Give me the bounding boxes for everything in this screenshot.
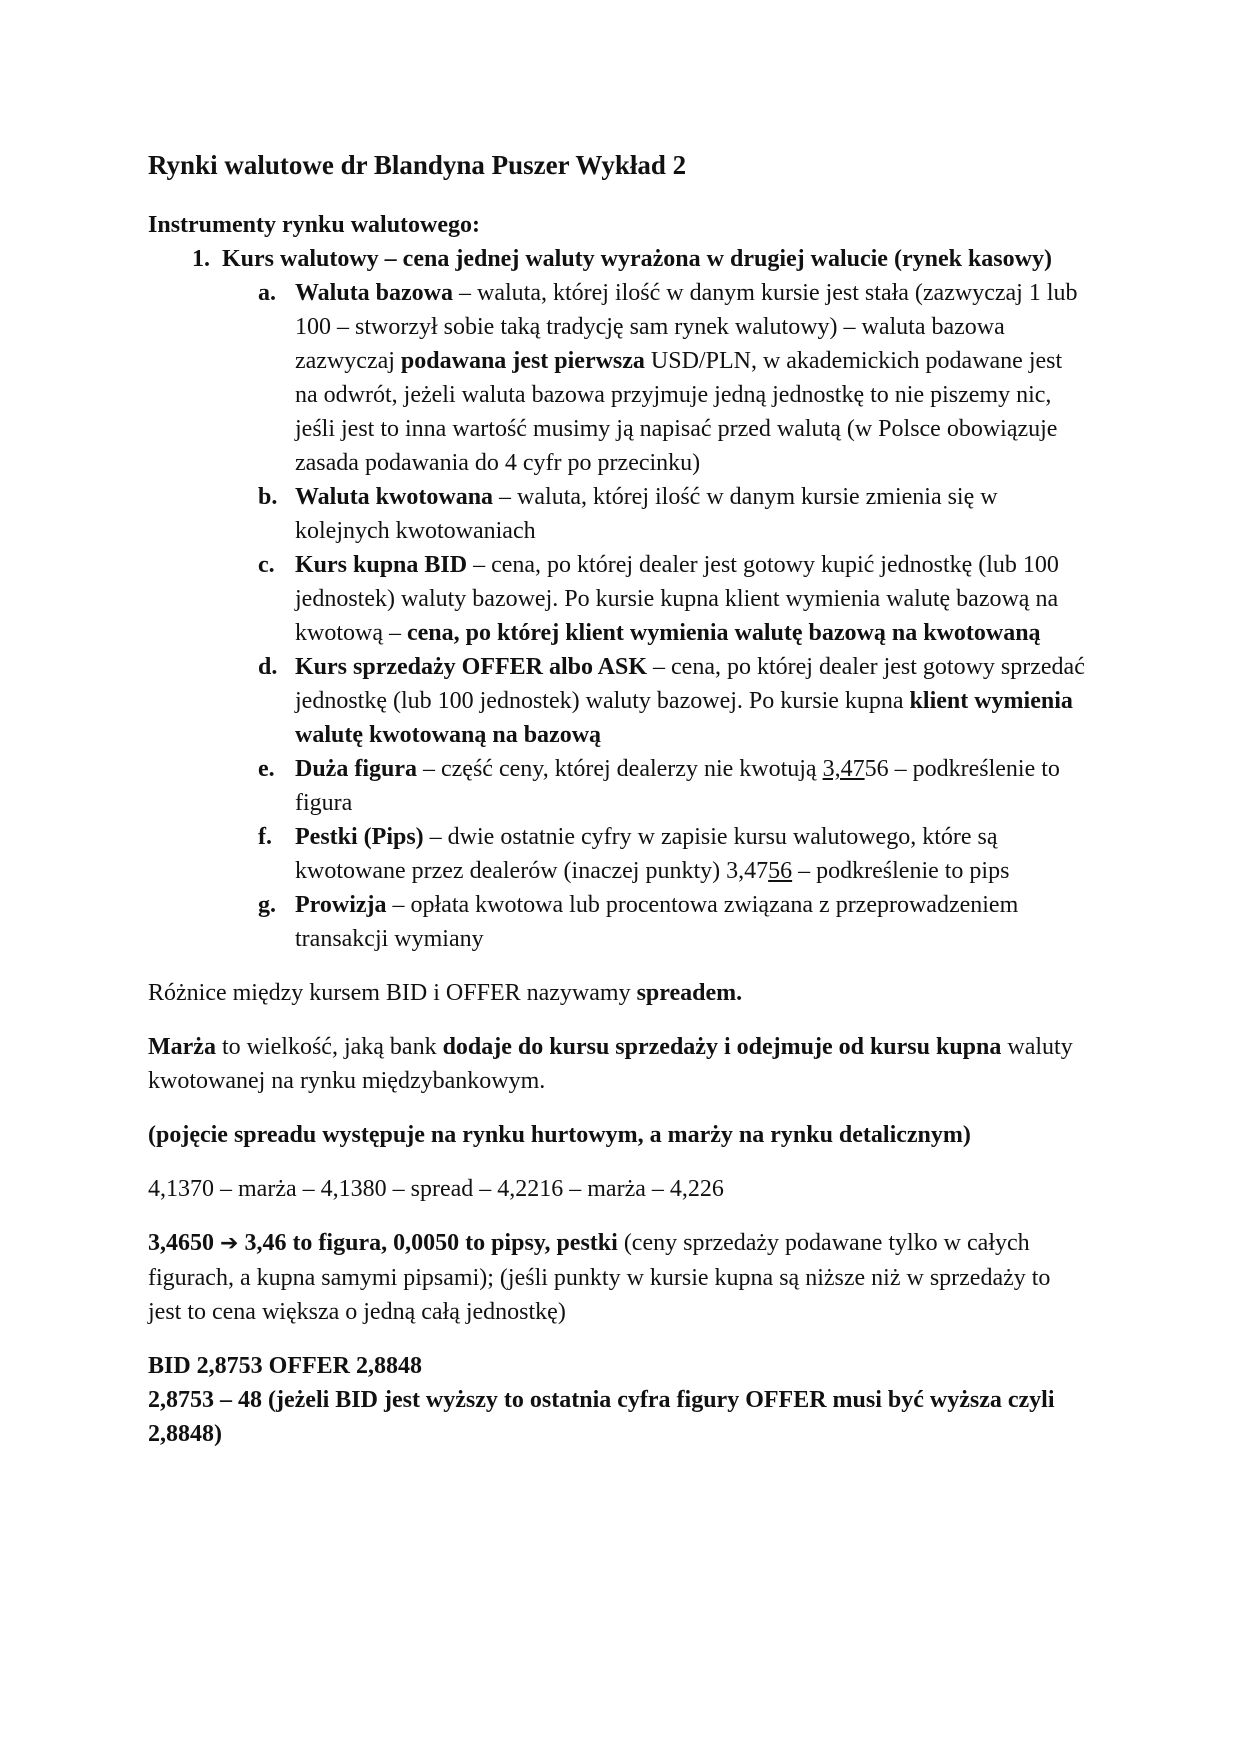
emphasis: klient wymienia walutę kwotowaną na bazową xyxy=(295,688,1073,748)
numbered-item-text: Kurs walutowy – cena jednej waluty wyrażona w drugiej walucie (rynek kasowy) xyxy=(222,246,1052,272)
arrow-right-icon: ➔ xyxy=(220,1231,239,1256)
underlined-pips: 56 xyxy=(768,858,793,884)
note-paragraph: (pojęcie spreadu występuje na rynku hurtowym, a marży na rynku detalicznym) xyxy=(148,1122,971,1148)
sub-item-f xyxy=(148,820,1088,888)
sequence-paragraph: 4,1370 – marża – 4,1380 – spread – 4,2216 – marża – 4,226 xyxy=(148,1176,724,1202)
definition-cont: USD/PLN, w akademickich podawane jest na odwrót, jeżeli waluta bazowa przyjmuje jedną jednostkę to nie piszemy nic, jeśli jest to inna wartość musimy ją napisać przed walutą (w Polsce obowiązuje zasada podawania do 4 cyfr po przecinku) xyxy=(295,348,1063,476)
sub-item-e xyxy=(148,752,1088,820)
definition-cont: – podkreślenie to pips xyxy=(792,858,1010,884)
list-marker: f. xyxy=(258,824,272,850)
emphasis: cena, po której klient wymienia walutę bazową na kwotowaną xyxy=(406,620,1041,646)
document-page xyxy=(148,148,1088,1451)
definition: – cena, po której dealer jest gotowy kupić jednostkę (lub 100 jednostek) waluty bazowej. Po kursie kupna klient wymienia walutę bazową na kwotową – xyxy=(295,552,1059,646)
list-marker: e. xyxy=(258,756,275,782)
sub-list xyxy=(148,276,1088,956)
emphasis-cont: 3,46 to figura, 0,0050 to pipsy, pestki xyxy=(238,1230,618,1256)
term: Prowizja xyxy=(295,892,387,918)
emphasis: dodaje do kursu sprzedaży i odejmuje od kursu kupna xyxy=(442,1034,1002,1060)
paragraph-text: (ceny sprzedaży podawane tylko w całych figurach, a kupna samymi pipsami); (jeśli punkty w kursie kupna są niższe niż w sprzedaży to jest to cena większa o jedną całą jednostkę) xyxy=(148,1230,1051,1325)
paragraph-text: Różnice między kursem BID i OFFER nazywamy xyxy=(148,980,637,1006)
definition: – cena, po której dealer jest gotowy sprzedać jednostkę (lub 100 jednostek) waluty bazowej. Po kursie kupna xyxy=(295,654,1085,714)
definition: – waluta, której ilość w danym kursie zmienia się w kolejnych kwotowaniach xyxy=(295,484,998,544)
term: Waluta bazowa xyxy=(295,280,454,306)
list-marker: 1. xyxy=(192,246,210,272)
definition: – dwie ostatnie cyfry w zapisie kursu walutowego, które są kwotowane przez dealerów (inaczej punkty) 3,47 xyxy=(295,824,998,884)
definition: – część ceny, której dealerzy nie kwotują xyxy=(417,756,823,782)
sub-item-d xyxy=(148,650,1088,752)
definition: – opłata kwotowa lub procentowa związana z przeprowadzeniem transakcji wymiany xyxy=(295,892,1019,952)
spread-paragraph xyxy=(148,976,1088,1010)
term: Marża xyxy=(148,1034,216,1060)
numbered-item-1 xyxy=(148,242,1088,276)
definition: – waluta, której ilość w danym kursie jest stała (zazwyczaj 1 lub 100 – stworzył sobie taką tradycję sam rynek walutowy) – waluta bazowa zazwyczaj xyxy=(295,280,1078,374)
marza-paragraph xyxy=(148,1030,1088,1098)
paragraph-text-cont: waluty kwotowanej na rynku międzybankowym. xyxy=(148,1034,1073,1094)
emphasis: 3,4650 xyxy=(148,1230,220,1256)
emphasis: spreadem. xyxy=(636,980,743,1006)
paragraph-text: to wielkość, jaką bank xyxy=(215,1034,443,1060)
bid-offer-line: BID 2,8753 OFFER 2,8848 xyxy=(148,1353,423,1379)
underlined-figure: 3,47 xyxy=(822,756,865,782)
list-marker: b. xyxy=(258,484,278,510)
definition-cont: 56 – podkreślenie to figura xyxy=(295,756,1060,816)
emphasis: podawana jest pierwsza xyxy=(400,348,645,374)
term: Kurs sprzedaży OFFER albo ASK xyxy=(295,654,648,680)
term: Kurs kupna BID xyxy=(295,552,468,578)
figura-paragraph xyxy=(148,1226,1088,1329)
term: Waluta kwotowana xyxy=(295,484,494,510)
bid-offer-explanation: 2,8753 – 48 (jeżeli BID jest wyższy to ostatnia cyfra figury OFFER musi być wyższa czyli 2,8848) xyxy=(148,1387,1055,1447)
sub-item-a xyxy=(148,276,1088,480)
sub-item-g xyxy=(148,888,1088,956)
list-marker: a. xyxy=(258,280,276,306)
term: Pestki (Pips) xyxy=(295,824,424,850)
term: Duża figura xyxy=(295,756,417,782)
list-marker: c. xyxy=(258,552,275,578)
document-title: Rynki walutowe dr Blandyna Puszer Wykład 2 xyxy=(148,150,687,180)
sub-item-b xyxy=(148,480,1088,548)
section-heading: Instrumenty rynku walutowego: xyxy=(148,212,481,238)
list-marker: g. xyxy=(258,892,276,918)
sub-item-c xyxy=(148,548,1088,650)
list-marker: d. xyxy=(258,654,278,680)
